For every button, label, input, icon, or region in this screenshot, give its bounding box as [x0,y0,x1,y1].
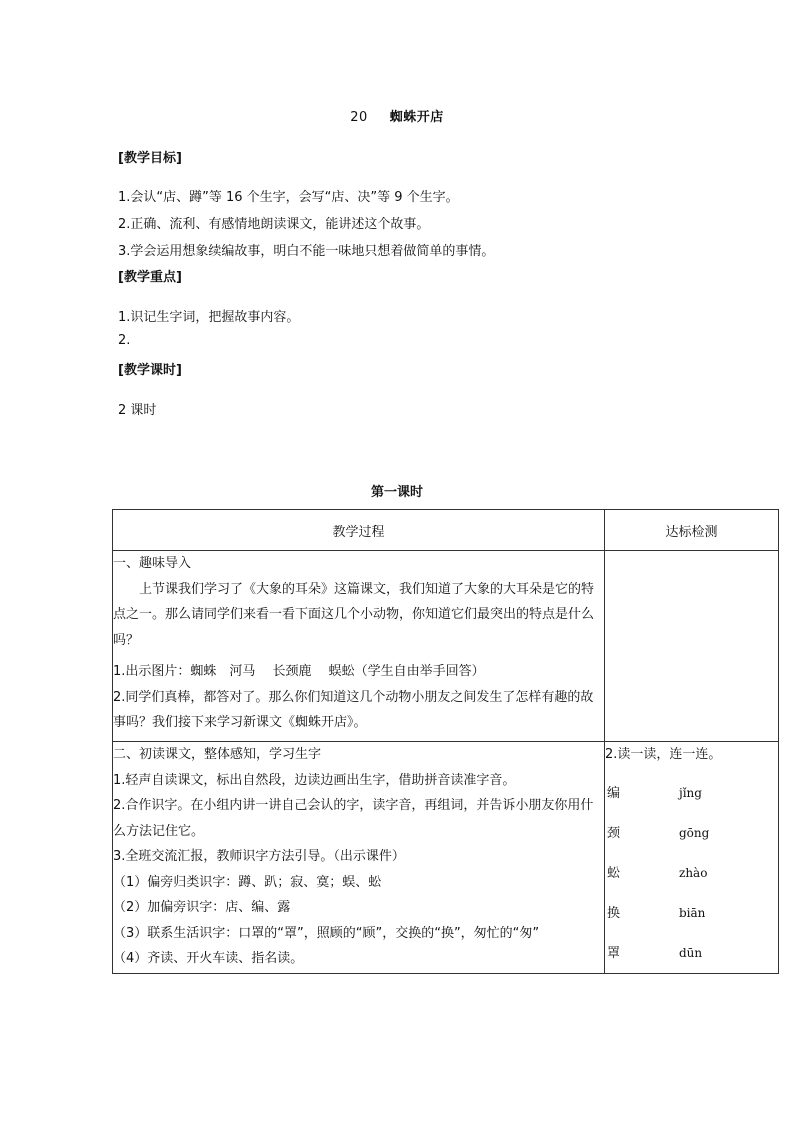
reading-item-2: 2.合作识字。在小组内讲一讲自己会认的字，读字音，再组词，并告诉小朋友你用什么方法记住它。 [113,798,594,839]
key-point-item-2: 2. [118,333,131,348]
reading-item-6: （3）联系生活识字：口罩的“罩”，照顾的“顾”，交换的“换”，匆忙的“匆” [113,925,540,941]
lesson-title [0,106,794,125]
intro-paragraph: 上节课我们学习了《大象的耳朵》这篇课文，我们知道了大象的大耳朵是它的特点之一。那么请同学们来看一看下面这几个小动物，你知道它们最突出的特点是什么吗？ [113,581,595,648]
hours-heading: [教学课时] [118,363,182,378]
match-pair [605,893,778,933]
match-character: 颈 [607,825,621,841]
match-pair [605,933,778,973]
column-header-process: 教学过程 [113,510,605,551]
lesson-number: 20 [350,110,368,125]
lesson-name: 蜘蛛开店 [389,110,444,125]
reading-item-4: （1）偏旁归类识字：蹲、趴；寂、寞；蜈、蚣 [113,874,382,890]
intro-item-1: 1.出示图片：蜘蛛 河马 长颈鹿 蜈蚣（学生自由举手回答） [113,664,485,679]
process-cell-reading [113,742,605,974]
table-header-row [113,510,779,551]
check-exercise-title: 2.读一读，连一连。 [605,747,722,762]
match-character: 换 [607,905,621,921]
match-pinyin: biān [679,905,706,920]
intro-heading: 一、趣味导入 [113,556,192,571]
match-character: 编 [607,785,621,801]
column-header-check: 达标检测 [605,510,779,551]
table-row [113,551,779,742]
reading-heading: 二、初读课文，整体感知，学习生字 [113,747,322,762]
first-period-title: 第一课时 [370,485,423,500]
objective-item-2: 2.正确、流利、有感情地朗读课文，能讲述这个故事。 [118,217,430,232]
match-pinyin: zhào [679,865,708,880]
reading-item-7: （4）齐读、开火车读、指名读。 [113,951,304,966]
reading-item-3: 3.全班交流汇报，教师识字方法引导。（出示课件） [113,849,405,864]
match-pair [605,773,778,813]
check-cell-intro [605,551,779,742]
match-character: 蚣 [607,865,621,881]
lesson-table [112,509,779,974]
key-points-heading: [教学重点] [118,270,182,285]
match-pair [605,813,778,853]
process-cell-intro [113,551,605,742]
match-pinyin: dūn [679,945,703,960]
hours-value: 2 课时 [118,403,157,418]
intro-item-2: 2.同学们真棒，都答对了。那么你们知道这几个动物小朋友之间发生了怎样有趣的故事吗？我们接下来学习新课文《蜘蛛开店》。 [113,689,594,730]
key-point-item-1: 1.识记生字词，把握故事内容。 [118,310,300,325]
match-pinyin: jǐng [679,785,702,800]
match-pair [605,853,778,893]
matching-exercise [605,773,778,973]
objective-item-1: 1.会认“店、蹲”等 16 个生字，会写“店、决”等 9 个生字。 [118,190,459,205]
objectives-heading: [教学目标] [118,151,182,166]
match-character: 罩 [607,945,621,961]
reading-item-5: （2）加偏旁识字：店、编、露 [113,900,291,915]
check-cell-reading [605,742,779,974]
match-pinyin: gōng [679,825,710,840]
reading-item-1: 1.轻声自读课文，标出自然段，边读边画出生字，借助拼音读准字音。 [113,772,516,788]
table-row [113,742,779,974]
objective-item-3: 3.学会运用想象续编故事，明白不能一味地只想着做简单的事情。 [118,244,495,259]
